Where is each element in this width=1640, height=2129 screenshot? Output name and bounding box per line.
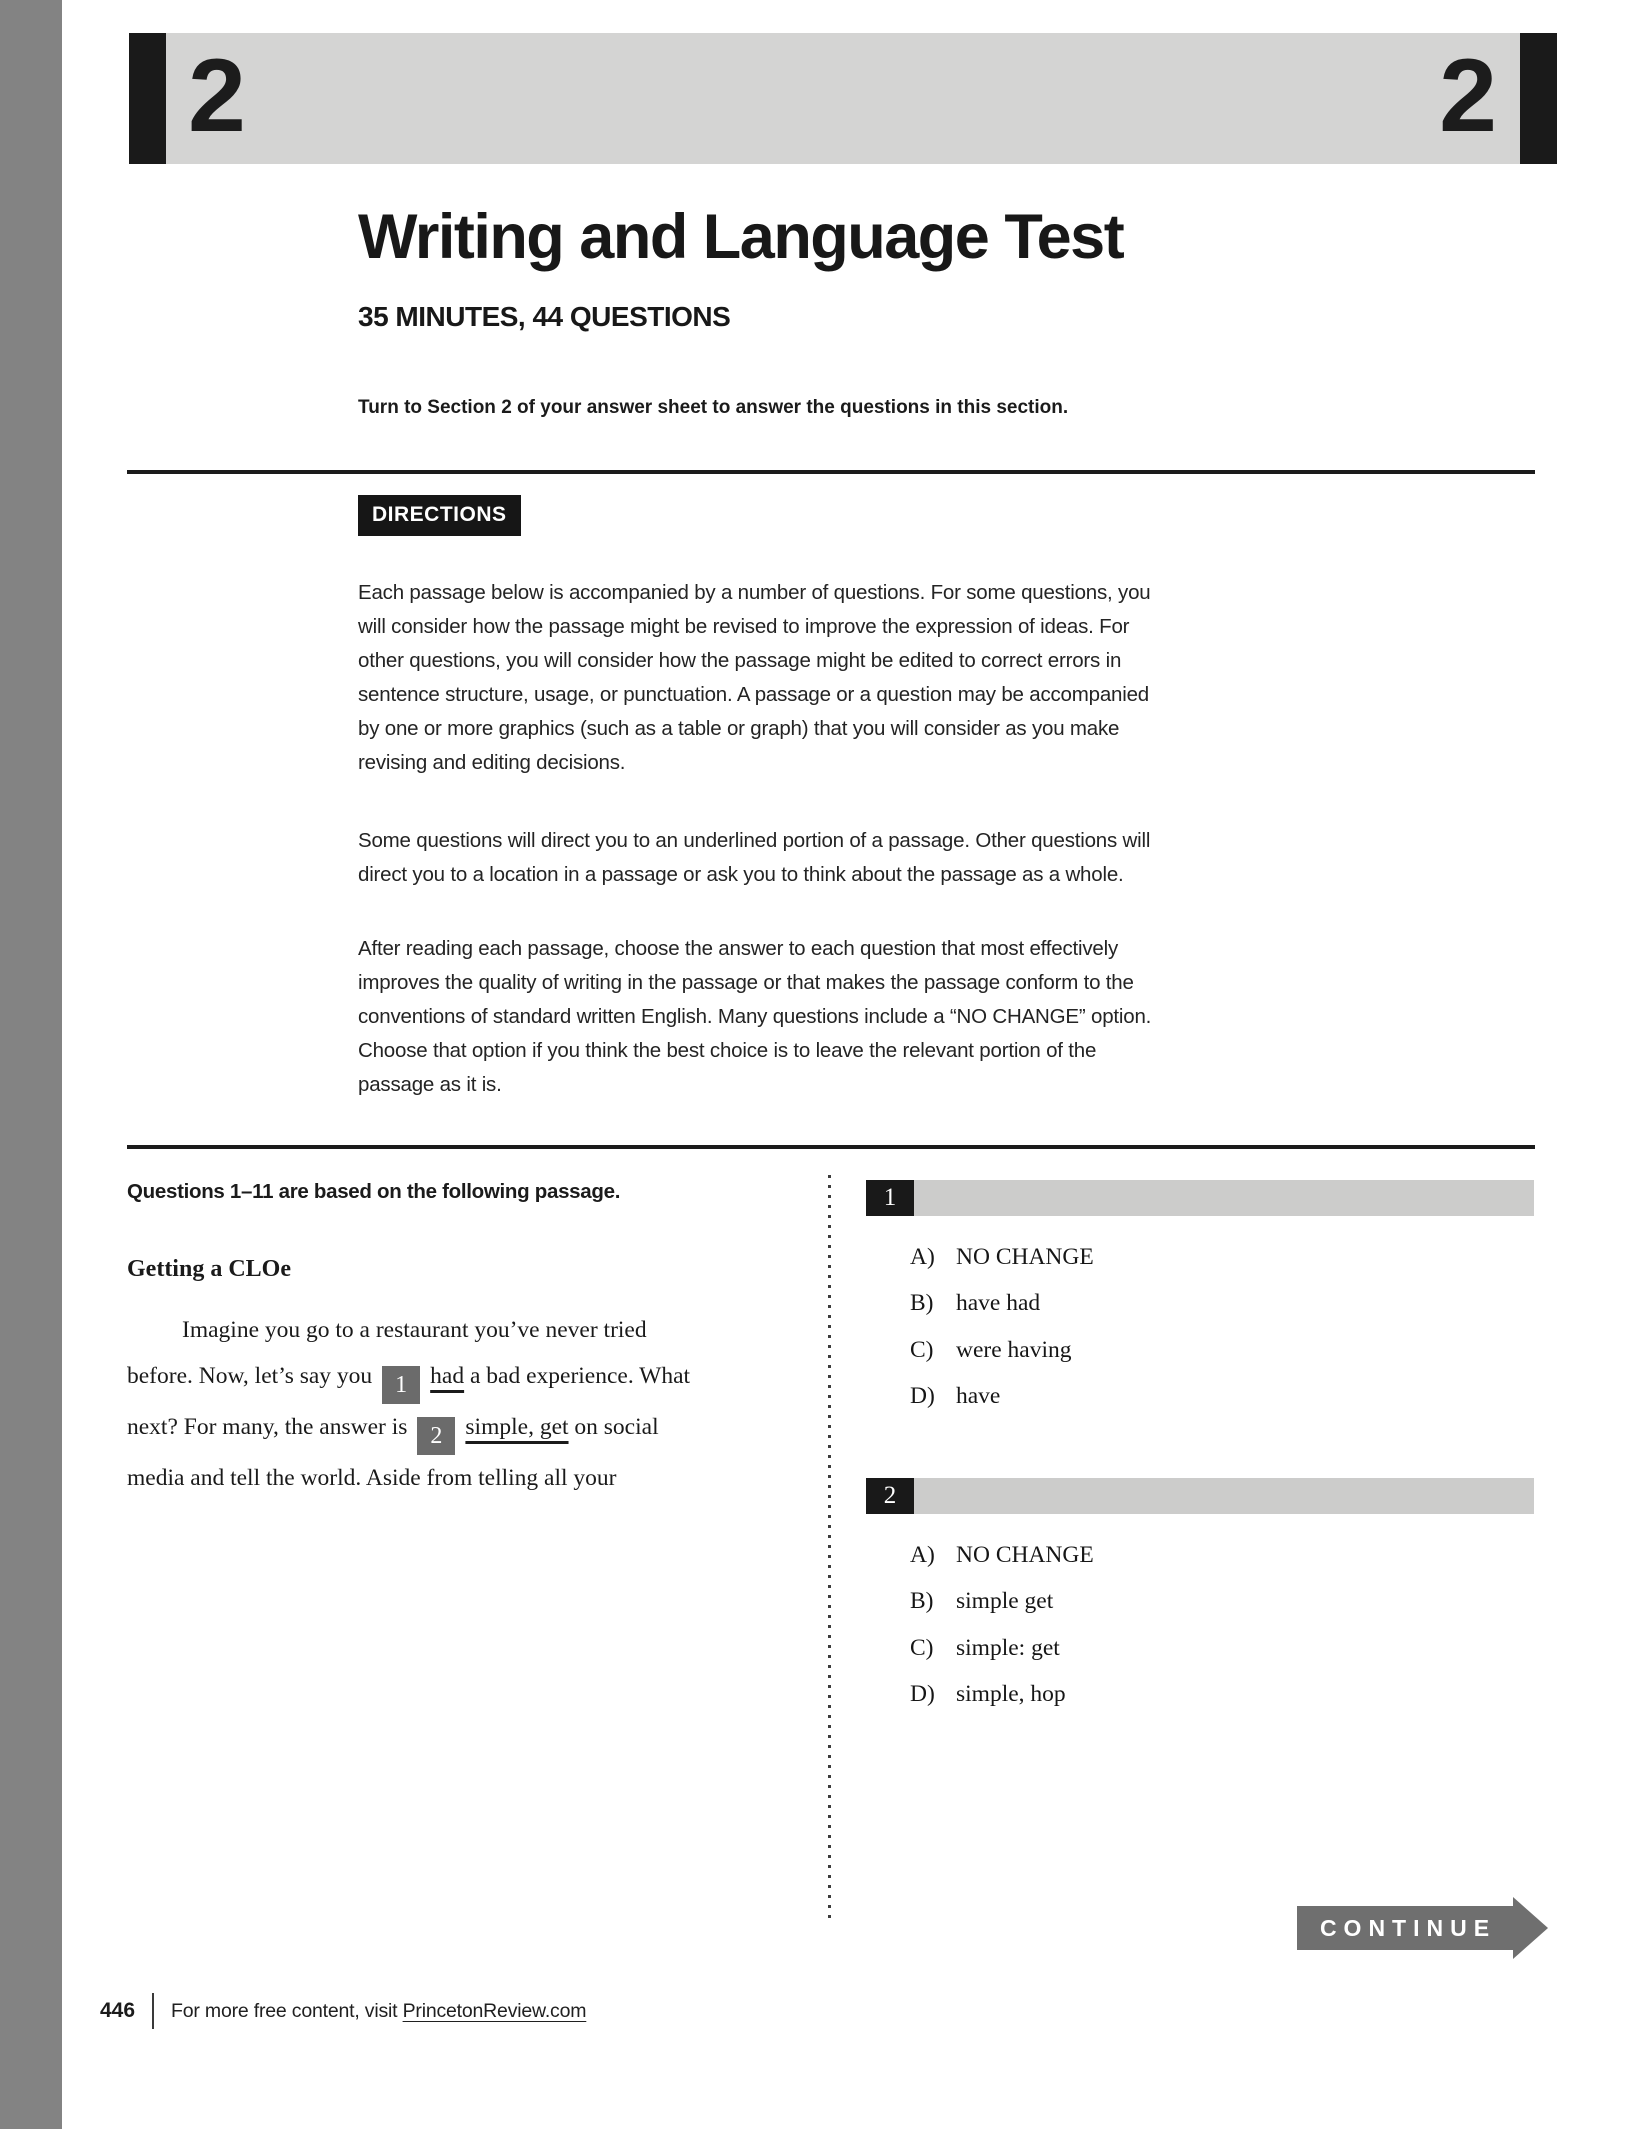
- passage-line-2: [127, 1353, 779, 1404]
- choice-label: C): [910, 1634, 934, 1661]
- choice-row: [910, 1374, 1534, 1421]
- choice-text: have had: [956, 1290, 1041, 1317]
- test-subtitle: 35 MINUTES, 44 QUESTIONS: [358, 301, 731, 332]
- choice-text: simple get: [956, 1588, 1054, 1615]
- continue-button[interactable]: [1297, 1897, 1548, 1959]
- section-number-right: 2: [1439, 37, 1494, 154]
- passage-title: Getting a CLOe: [127, 1256, 291, 1282]
- arrow-right-icon: [1513, 1897, 1548, 1959]
- header-black-cap-left: [129, 33, 166, 164]
- page-footer: [100, 1993, 586, 2029]
- continue-banner: [1297, 1906, 1513, 1950]
- underlined-portion-2: simple, get: [465, 1414, 569, 1440]
- choice-text: simple: get: [956, 1634, 1060, 1661]
- passage-line-1: Imagine you go to a restaurant you’ve never tried: [182, 1317, 647, 1343]
- test-title: Writing and Language Test: [358, 202, 1124, 272]
- horizontal-rule-top: [127, 470, 1535, 474]
- passage-text: next? For many, the answer is: [127, 1414, 408, 1440]
- footer-text: [171, 2000, 586, 2023]
- choice-text: simple, hop: [956, 1681, 1066, 1708]
- directions-paragraph-2: Some questions will direct you to an underlined portion of a passage. Other questions will direct you to a location in a passage or ask you to think about the passage as a whole.: [358, 829, 1151, 886]
- choice-label: B): [910, 1588, 934, 1615]
- page-edge-strip: [0, 0, 62, 2129]
- choice-row: [910, 1281, 1534, 1328]
- horizontal-rule-bottom: [127, 1145, 1535, 1149]
- passage-text: before. Now, let’s say you: [127, 1363, 373, 1389]
- column-divider-dotted: [828, 1175, 831, 1920]
- footer-message: For more free content, visit: [171, 1999, 403, 2022]
- choice-row: [910, 1672, 1534, 1719]
- directions-paragraph-1: Each passage below is accompanied by a number of questions. For some questions, you will consider how the passage might be revised to improve the expression of ideas. For other questions, you will consider how the passage might be edited to correct errors in sentence structure, usage, or punctuation. A passage or a question may be accompanied by one or more graphics (such as a table or graph) that you will consider as you make revising and editing decisions.: [358, 581, 1151, 774]
- choice-text: NO CHANGE: [956, 1243, 1094, 1270]
- directions-section: [358, 495, 1158, 1102]
- passage-body: [127, 1307, 779, 1501]
- question-2-header-bar: [866, 1478, 1534, 1514]
- header-black-cap-right: [1520, 33, 1557, 164]
- continue-label: CONTINUE: [1319, 1914, 1497, 1941]
- page-number: 446: [100, 1999, 136, 2022]
- passage-column: [127, 1180, 779, 1501]
- passage-line-4: media and tell the world. Aside from telling all your: [127, 1465, 617, 1491]
- choice-text: have: [956, 1383, 1001, 1410]
- footer-divider: [152, 1993, 154, 2029]
- passage-line-3: [127, 1404, 779, 1455]
- choice-label: D): [910, 1681, 935, 1708]
- choice-label: B): [910, 1290, 934, 1317]
- choice-row: [910, 1327, 1534, 1374]
- footer-link[interactable]: PrincetonReview.com: [402, 1999, 587, 2022]
- choice-label: A): [910, 1243, 935, 1270]
- section-number-left: 2: [188, 37, 243, 154]
- question-1-choices: [866, 1234, 1534, 1420]
- passage-intro-heading: Questions 1–11 are based on the following passage.: [127, 1180, 621, 1203]
- choice-row: [910, 1532, 1534, 1579]
- choice-text: were having: [956, 1336, 1072, 1363]
- section-header-bar: [166, 33, 1520, 164]
- inline-question-marker-2: 2: [417, 1417, 455, 1455]
- underlined-portion-1: had: [430, 1363, 465, 1389]
- question-1-number: 1: [866, 1180, 914, 1216]
- question-2-choices: [866, 1532, 1534, 1718]
- question-block-1: [866, 1180, 1534, 1420]
- directions-badge: DIRECTIONS: [358, 495, 521, 536]
- passage-text: on social: [568, 1414, 659, 1440]
- question-1-bar-fill: [914, 1180, 1534, 1216]
- question-2-number: 2: [866, 1478, 914, 1514]
- question-block-2: [866, 1478, 1534, 1718]
- choice-text: NO CHANGE: [956, 1541, 1094, 1568]
- directions-paragraph-3: After reading each passage, choose the answer to each question that most effectively improves the quality of writing in the passage or that makes the passage conform to the conventions of standard written English. Many questions include a “NO CHANGE” option. Choose that option if you think the best choice is to leave the relevant portion of the passage as it is.: [358, 937, 1152, 1096]
- choice-row: [910, 1234, 1534, 1281]
- question-2-bar-fill: [914, 1478, 1534, 1514]
- question-1-header-bar: [866, 1180, 1534, 1216]
- choice-label: D): [910, 1383, 935, 1410]
- choice-label: C): [910, 1336, 934, 1363]
- inline-question-marker-1: 1: [382, 1366, 420, 1404]
- title-block: [358, 202, 1458, 419]
- choice-row: [910, 1625, 1534, 1672]
- turn-to-section-note: Turn to Section 2 of your answer sheet to answer the questions in this section.: [358, 397, 1069, 418]
- choice-row: [910, 1579, 1534, 1626]
- choice-label: A): [910, 1541, 935, 1568]
- passage-text: a bad experience. What: [464, 1363, 691, 1389]
